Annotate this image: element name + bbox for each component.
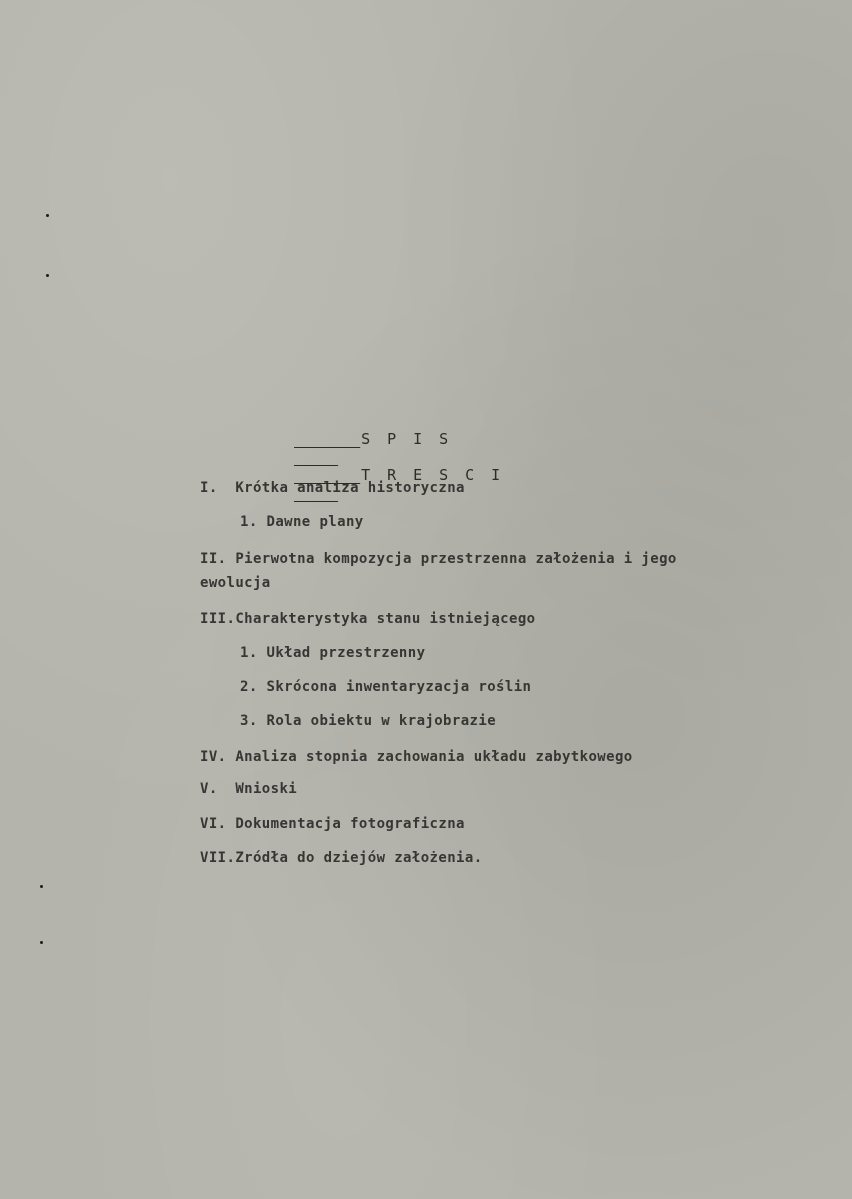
toc-entry-section-6: VI. Dokumentacja fotograficzna [200, 816, 465, 832]
title-word-1 [294, 430, 464, 466]
title-letter: C [465, 466, 477, 484]
title-letter: R [387, 466, 399, 484]
title-letter: S [361, 430, 373, 448]
toc-entry-section-2: II. Pierwotna kompozycja przestrzenna założenia i jego [200, 551, 677, 567]
toc-entry-subsection: 3. Rola obiektu w krajobrazie [240, 713, 497, 729]
toc-entry-section-4: IV. Analiza stopnia zachowania układu zabytkowego [200, 749, 633, 765]
margin-speck [46, 274, 49, 277]
title-letter: T [361, 466, 373, 484]
title-letter: E [413, 466, 425, 484]
title-letter: I [491, 466, 503, 484]
title-letter: S [439, 430, 451, 448]
toc-entry-section-2-continued: ewolucja [200, 575, 271, 591]
document-title [294, 394, 516, 520]
margin-speck [46, 214, 49, 217]
margin-speck [40, 885, 43, 888]
title-letter: I [413, 430, 425, 448]
toc-entry-subsection: 2. Skrócona inwentaryzacja roślin [240, 679, 532, 695]
toc-entry-section-7: VII.Zródła do dziejów założenia. [200, 850, 483, 866]
toc-entry-subsection: 1. Dawne plany [240, 514, 364, 530]
toc-entry-section-1: I. Krótka analiza historyczna [200, 480, 465, 496]
title-letter: P [387, 430, 399, 448]
toc-entry-subsection: 1. Układ przestrzenny [240, 645, 426, 661]
title-letter: S [439, 466, 451, 484]
toc-entry-section-3: III.Charakterystyka stanu istniejącego [200, 611, 536, 627]
toc-entry-section-5: V. Wnioski [200, 781, 298, 797]
margin-speck [40, 941, 43, 944]
